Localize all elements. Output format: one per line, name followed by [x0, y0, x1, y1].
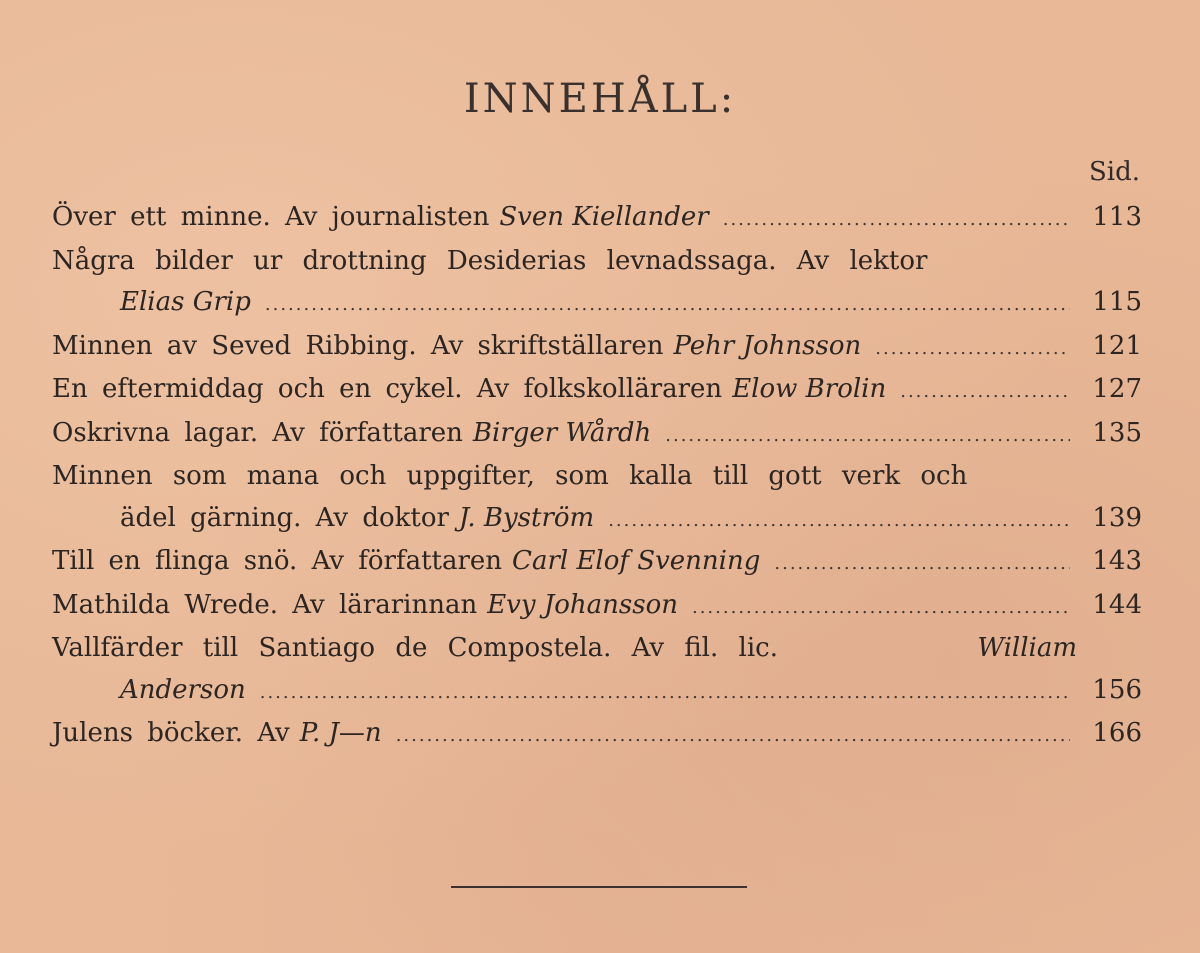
- entry-title: En eftermiddag och en cykel. Av folkskolläraren: [52, 374, 723, 404]
- entry-title: Minnen som mana och uppgifter, som kalla till gott verk och: [52, 461, 968, 491]
- toc-entry: [52, 326, 1142, 370]
- entry-page-number: 156: [1092, 674, 1142, 705]
- toc-entry: [52, 628, 1142, 713]
- entry-page-number: 139: [1092, 502, 1142, 533]
- entry-title-continued: ädel gärning. Av doktor: [120, 502, 449, 533]
- entry-title: Mathilda Wrede. Av lärarinnan: [52, 589, 478, 620]
- entry-author-last-name: Anderson: [120, 674, 246, 705]
- entry-author: P. J—n: [299, 718, 382, 748]
- entry-page-number: 115: [1092, 287, 1142, 317]
- entry-title: Minnen av Seved Ribbing. Av skriftställaren: [52, 330, 664, 361]
- dot-leader: [265, 284, 1070, 326]
- dot-leader: [774, 543, 1070, 585]
- entry-author: Elow Brolin: [732, 374, 887, 404]
- toc-entry: [52, 585, 1142, 629]
- toc-entry: [52, 541, 1142, 585]
- entry-page-number: 121: [1092, 330, 1142, 361]
- entry-page-number: 127: [1092, 374, 1142, 404]
- toc-entry: [52, 713, 1142, 757]
- toc-entry: [52, 197, 1142, 241]
- entry-author-first-name: William: [977, 633, 1077, 663]
- dot-leader: [396, 715, 1070, 757]
- entry-author: Elias Grip: [120, 287, 251, 317]
- dot-leader: [723, 199, 1070, 241]
- table-of-contents: [52, 197, 1142, 757]
- toc-entry: [52, 456, 1142, 541]
- entry-page-number: 143: [1092, 546, 1142, 576]
- entry-author: Evy Johansson: [487, 589, 678, 620]
- entry-author: Pehr Johnsson: [673, 330, 862, 361]
- entry-page-number: 113: [1092, 202, 1142, 232]
- entry-title: Några bilder ur drottning Desiderias levnadssaga. Av lektor: [52, 245, 928, 276]
- toc-entry: [52, 241, 1142, 326]
- page-column-label: Sid.: [1088, 157, 1140, 187]
- entry-author: J. Byström: [458, 502, 595, 533]
- dot-leader: [608, 500, 1070, 542]
- dot-leader: [260, 672, 1070, 714]
- dot-leader: [665, 415, 1070, 457]
- entry-title: Till en flinga snö. Av författaren: [52, 546, 503, 576]
- entry-author: Carl Elof Svenning: [512, 546, 761, 576]
- entry-page-number: 144: [1092, 589, 1142, 620]
- entry-page-number: 135: [1092, 417, 1142, 448]
- dot-leader: [875, 328, 1070, 370]
- dot-leader: [900, 371, 1070, 413]
- entry-title: Vallfärder till Santiago de Compostela. Av fil. lic.: [52, 633, 778, 663]
- entry-title: Oskrivna lagar. Av författaren: [52, 417, 463, 448]
- entry-author: Sven Kiellander: [499, 202, 709, 232]
- contents-heading: INNEHÅLL:: [463, 76, 737, 122]
- entry-page-number: 166: [1092, 718, 1142, 748]
- entry-author: Birger Wårdh: [472, 417, 652, 448]
- toc-entry: [52, 369, 1142, 413]
- entry-title: Julens böcker. Av: [52, 718, 290, 748]
- toc-entry: [52, 413, 1142, 457]
- horizontal-rule: [451, 886, 747, 888]
- dot-leader: [692, 587, 1070, 629]
- entry-title: Över ett minne. Av journalisten: [52, 202, 490, 232]
